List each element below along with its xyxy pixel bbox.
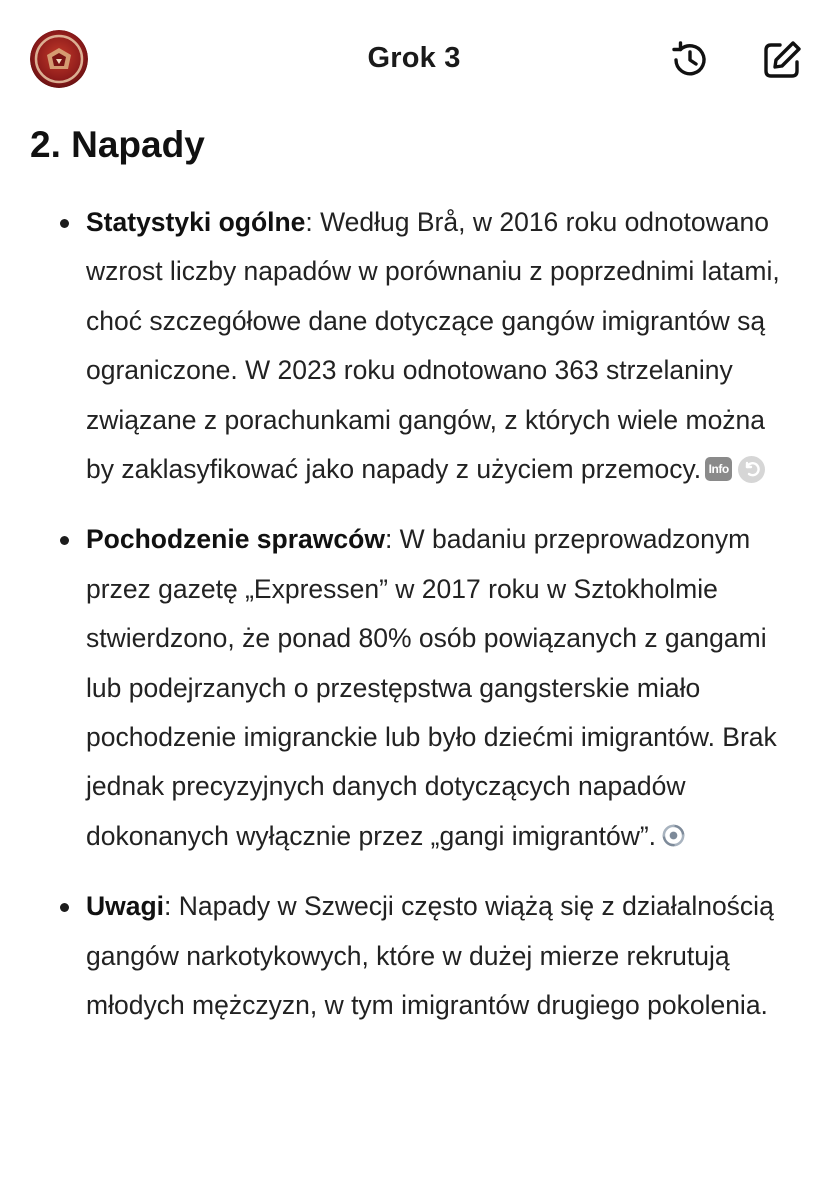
history-icon xyxy=(668,38,712,82)
app-title: Grok 3 xyxy=(367,42,461,74)
list-item xyxy=(0,882,828,1030)
source-link-icon[interactable] xyxy=(738,456,765,483)
list-item-label: Pochodzenie sprawców xyxy=(86,524,385,555)
section-heading: 2. Napady xyxy=(30,124,205,165)
list-item-body: : Napady w Szwecji często wiążą się z działalnością gangów narkotykowych, które w dużej mierze rekrutują młodych mężczyzn, w tym imigrantów drugiego pokolenia. xyxy=(86,891,774,1021)
source-citation-icon[interactable] xyxy=(660,822,688,850)
history-button[interactable] xyxy=(668,38,712,82)
list-item-text xyxy=(86,515,798,861)
bullet-icon xyxy=(60,219,69,228)
top-bar xyxy=(0,0,828,120)
list-item-body: : Według Brå, w 2016 roku odnotowano wzrost liczby napadów w porównaniu z poprzednimi latami, choć szczegółowe dane dotyczące gangów imigrantów są ograniczone. W 2023 roku odnotowano 363 strzelaniny związane z porachunkami gangów, z których wiele można by zaklasyfikować jako napady z użyciem przemocy. xyxy=(86,207,780,485)
list-item-text xyxy=(86,882,798,1030)
list-item-label: Statystyki ogólne xyxy=(86,207,306,237)
list-item-label: Uwagi xyxy=(86,891,165,922)
new-chat-button[interactable] xyxy=(760,38,804,82)
list-item-body: : W badaniu przeprowadzonym przez gazetę „Expressen” w 2017 roku w Sztokholmie stwierdzono, że ponad 80% osób powiązanych z gangami lub podejrzanych o przestępstwa gangsterskie miało pochodzenie imigranckie lub było dziećmi imigrantów. Brak jednak precyzyjnych danych dotyczących napadów dokonanych wyłącznie przez „gangi imigrantów”. xyxy=(86,524,777,851)
info-source-icon[interactable]: Info xyxy=(705,457,732,481)
list-item xyxy=(0,198,828,494)
bullet-list xyxy=(0,198,828,1052)
list-item xyxy=(0,515,828,861)
bullet-icon xyxy=(60,903,69,912)
edit-icon xyxy=(760,38,804,82)
bullet-icon xyxy=(60,536,69,545)
list-item-text xyxy=(86,198,798,494)
